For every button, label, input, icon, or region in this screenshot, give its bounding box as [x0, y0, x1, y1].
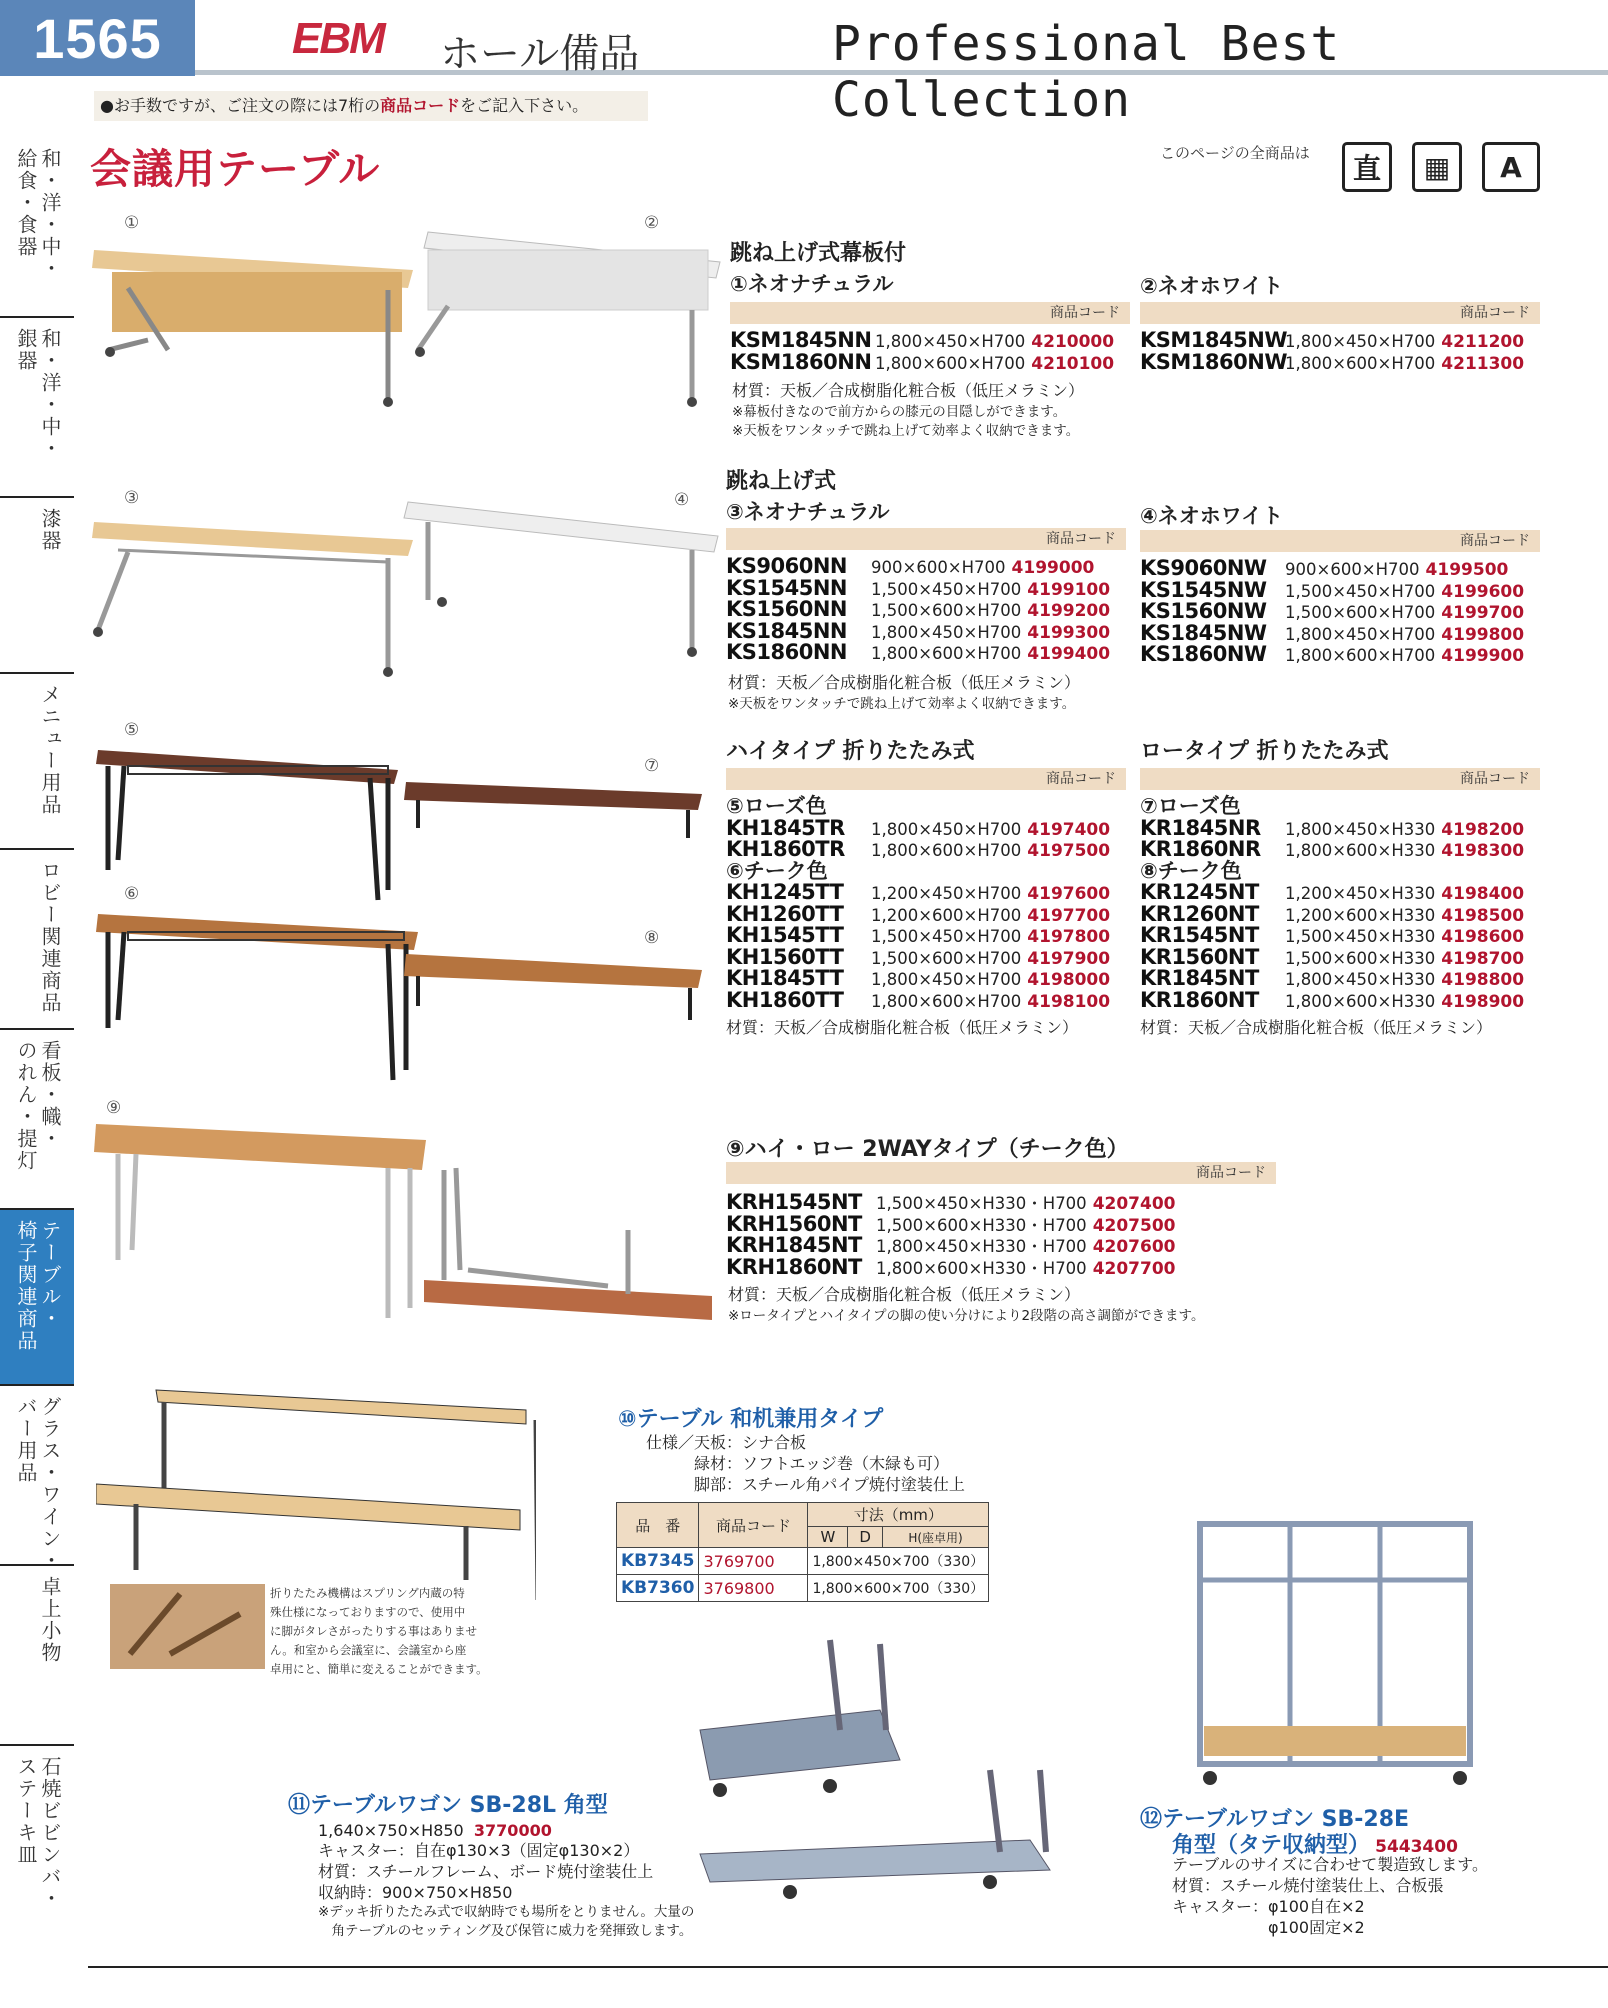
model-number: KRH1860NT — [726, 1254, 862, 1279]
section-2-right-name: ④ネオホワイト — [1140, 504, 1284, 528]
model-number: KR1560NT — [1140, 944, 1259, 969]
dimensions: 1,500×600×H700 — [1285, 603, 1436, 622]
section-12-subtitle: 角型（タテ収納型） — [1172, 1833, 1371, 1858]
dimensions: 1,800×450×H330 — [1285, 970, 1436, 989]
dimensions: 1,800×600×700（330） — [808, 1575, 989, 1602]
material-text: 材質：天板／合成樹脂化粧合板（低圧メラミン） — [728, 1285, 1081, 1304]
image-label-1: ① — [124, 213, 140, 233]
image-label-6: ⑥ — [124, 884, 140, 904]
dimensions: 1,800×450×H700 — [871, 970, 1022, 989]
product-row — [726, 1192, 1176, 1214]
bottom-rule — [88, 1966, 1608, 1968]
model-number: KR1860NR — [1140, 837, 1261, 861]
model-number: KS1860NW — [1140, 642, 1267, 666]
section-11-spec: キャスター：自在φ130×3（固定φ130×2） 材質：スチールフレーム、ボード焼付塗装仕上 収納時：900×750×H850 — [318, 1841, 654, 1902]
product-row — [726, 944, 1111, 969]
section-10-title: ⑩テーブル 和机兼用タイプ — [618, 1407, 884, 1432]
product-code: 4207700 — [1092, 1258, 1176, 1279]
dimensions: 900×600×H700 — [1285, 560, 1420, 579]
dimensions: 1,800×450×H330 — [1285, 819, 1436, 839]
product-code: 4197400 — [1027, 819, 1111, 840]
dimensions: 1,800×600×H700 — [871, 644, 1022, 663]
dimensions: 1,800×600×H700 — [871, 991, 1022, 1011]
model-number: KSM1845NN — [730, 328, 872, 352]
note-text: ※天板をワンタッチで跳ね上げて効率よく収納できます。 — [728, 696, 1076, 712]
page-number: 1565 — [0, 0, 195, 76]
side-tab-lacquerware[interactable] — [0, 498, 74, 674]
dimensions: 1,500×600×H330・H700 — [876, 1215, 1087, 1235]
dimensions: 1,800×600×H330 — [1285, 841, 1436, 860]
table-8-image — [404, 954, 702, 1020]
product-code: 4199600 — [1441, 581, 1525, 602]
product-code: 4210100 — [1031, 353, 1115, 374]
model-number: KSM1845NW — [1140, 328, 1287, 352]
section-3-left-list — [726, 796, 1110, 1038]
section-2-left-name: ③ネオナチュラル — [726, 500, 890, 524]
product-code: 4211200 — [1441, 332, 1525, 352]
product-code: 4197600 — [1027, 884, 1111, 904]
model-number: KH1545TT — [726, 923, 844, 947]
model-number: KH1245TT — [726, 880, 844, 904]
side-tab-label: ロビー関連商品 — [38, 860, 62, 1014]
model-number: KRH1545NT — [726, 1190, 862, 1214]
model-number: KS1545NW — [1140, 577, 1267, 602]
color-heading: ⑦ローズ色 — [1140, 794, 1241, 818]
table-wagon-11-image — [690, 1620, 1070, 1910]
model-number: KR1860NT — [1140, 987, 1259, 1012]
product-row — [1140, 839, 1524, 861]
product-code: 4199400 — [1027, 644, 1111, 664]
product-code: 4207400 — [1092, 1194, 1176, 1214]
dimensions: 1,500×450×H700 — [871, 579, 1022, 599]
dimensions: 1,800×600×H700 — [1285, 353, 1436, 373]
product-code: 4199200 — [1027, 601, 1111, 621]
dimensions: 1,200×600×H330 — [1285, 905, 1436, 925]
dimensions: 1,800×450×H330・H700 — [876, 1237, 1087, 1256]
section-2-title: 跳ね上げ式 — [726, 469, 837, 494]
model-number: KR1845NT — [1140, 966, 1259, 990]
product-row — [726, 925, 1110, 947]
model-number: KB7345 — [617, 1548, 699, 1575]
product-row — [1140, 882, 1524, 904]
header-code: 商品コード — [699, 1503, 808, 1548]
dimensions: 1,500×600×H700 — [871, 601, 1022, 620]
model-number: KSM1860NN — [730, 349, 872, 374]
table-5-image — [96, 750, 398, 900]
direct-delivery-icon: 直 — [1342, 142, 1392, 192]
image-label-7: ⑦ — [644, 756, 660, 776]
side-tab-tabletop[interactable] — [0, 1566, 74, 1746]
section-2-left-list — [726, 556, 1110, 664]
section-12-title: ⑫テーブルワゴン SB-28E — [1140, 1807, 1410, 1832]
dimensions: 1,200×450×H330 — [1285, 884, 1436, 903]
header-size: 寸法（mm） — [808, 1503, 989, 1527]
model-number: KH1845TT — [726, 966, 844, 990]
product-code: 4199900 — [1441, 646, 1525, 666]
model-number: KS1560NN — [726, 597, 847, 621]
section-1-left-name: ①ネオナチュラル — [730, 272, 894, 296]
dimensions: 1,800×600×H330 — [1285, 991, 1436, 1011]
table-2-image — [415, 232, 720, 407]
product-code: 4211300 — [1441, 353, 1525, 374]
product-row — [1140, 558, 1524, 580]
product-row — [1140, 601, 1524, 623]
image-label-5: ⑤ — [124, 720, 140, 740]
image-label-8: ⑧ — [644, 928, 660, 948]
section-12-spec: テーブルのサイズに合わせて製造致します。 材質：スチール焼付塗装仕上、合板張 キャスター：φ100自在×2 φ100固定×2 — [1172, 1855, 1489, 1937]
product-row — [1140, 644, 1524, 666]
product-row — [726, 642, 1110, 664]
product-code: 4198000 — [1027, 970, 1111, 990]
product-row — [726, 556, 1110, 578]
color-heading: ⑥チーク色 — [726, 858, 828, 883]
wagon-size: 1,640×750×H850 — [318, 1821, 464, 1840]
section-11-title: ⑪テーブルワゴン SB-28L 角型 — [288, 1793, 608, 1818]
dimensions: 1,800×450×H700 — [875, 332, 1026, 351]
product-row — [730, 330, 1114, 352]
product-code: 3769700 — [699, 1548, 808, 1575]
dimensions: 1,800×600×H700 — [875, 353, 1026, 373]
dimensions: 1,500×600×H330 — [1285, 948, 1436, 968]
product-code: 5443400 — [1375, 1837, 1458, 1857]
model-number: KRH1845NT — [726, 1233, 862, 1257]
code-header-bar: 商品コード — [726, 528, 1126, 550]
side-tab-label: メニュー用品 — [38, 684, 62, 816]
model-number: KB7360 — [617, 1575, 699, 1602]
side-tab-glass[interactable] — [0, 1386, 74, 1572]
page-title: 会議用テーブル — [90, 145, 381, 193]
product-row — [1140, 330, 1524, 352]
product-row — [726, 575, 1111, 600]
product-illustrations — [88, 210, 728, 1330]
model-number: KS9060NN — [726, 554, 847, 578]
product-row — [1140, 901, 1525, 926]
product-code: 4197800 — [1027, 927, 1111, 947]
product-code: 4198300 — [1441, 841, 1525, 861]
dimensions: 1,500×600×H700 — [871, 948, 1022, 968]
model-number: KR1245NT — [1140, 880, 1259, 904]
truck-a-icon: A — [1482, 142, 1540, 192]
section-3-right-title: ロータイプ 折りたたみ式 — [1140, 739, 1389, 764]
section-3-left-title: ハイタイプ 折りたたみ式 — [726, 739, 975, 764]
product-row — [1140, 968, 1524, 990]
side-tab-label: 卓上小物 — [38, 1576, 62, 1664]
table-row — [617, 1575, 989, 1602]
notice-text-2: をご記入下さい。 — [460, 96, 589, 115]
model-number: KRH1560NT — [726, 1211, 862, 1236]
model-number: KS1560NW — [1140, 599, 1267, 623]
table-4-image — [404, 502, 718, 657]
product-row — [1140, 815, 1525, 840]
image-label-4: ④ — [674, 490, 690, 510]
material-text: 材質：天板／合成樹脂化粧合板（低圧メラミン） — [728, 673, 1081, 692]
section-3-right-list — [1140, 796, 1524, 1038]
dimensions: 1,800×600×H700 — [871, 841, 1022, 860]
model-number: KR1545NT — [1140, 923, 1259, 947]
product-code: 4198100 — [1027, 991, 1111, 1012]
table-10-photo-note: 折りたたみ機構はスプリング内蔵の特 殊仕様になっておりますので、使用中 に脚がタレさがったりする事はありませ ん。和室から会議室に、会議室から座 卓用にと、簡単に変えることができます。 — [270, 1586, 488, 1676]
model-number: KH1560TT — [726, 944, 844, 969]
section-10-spec: 仕様／天板：シナ合板 緑材：ソフトエッジ巻（木緑も可） 脚部：スチール角パイプ焼付塗装仕上 — [646, 1433, 965, 1494]
product-code: 4197700 — [1027, 905, 1111, 926]
dimensions: 1,800×450×H700 — [1285, 624, 1436, 644]
product-row — [726, 618, 1111, 643]
product-row — [726, 815, 1111, 840]
product-row — [726, 599, 1110, 621]
product-row — [726, 1211, 1176, 1236]
product-code: 4199000 — [1011, 558, 1095, 578]
dimensions: 1,800×450×700（330） — [808, 1548, 989, 1575]
material-text: 材質：天板／合成樹脂化粧合板（低圧メラミン） — [726, 1018, 1079, 1037]
model-number: KH1860TT — [726, 987, 844, 1012]
product-row — [1140, 987, 1525, 1012]
model-number: KR1845NR — [1140, 815, 1261, 840]
header-w: W — [808, 1527, 848, 1548]
section-1-title: 跳ね上げ式幕板付 — [730, 241, 907, 266]
series-title: Professional Best Collection — [832, 16, 1341, 128]
side-tab-label: テーブル・ 椅子関連商品 — [14, 1220, 62, 1352]
product-row — [1140, 944, 1525, 969]
product-code: 4199500 — [1425, 560, 1509, 580]
table-1-image — [92, 250, 413, 407]
product-code: 4207600 — [1092, 1237, 1176, 1257]
product-code: 4197500 — [1027, 841, 1111, 861]
dimensions: 1,800×600×H330・H700 — [876, 1258, 1087, 1278]
product-code: 4198400 — [1441, 884, 1525, 904]
section-1-right-name: ②ネオホワイト — [1140, 274, 1284, 298]
side-tab-tableware[interactable] — [0, 138, 74, 318]
color-heading: ⑤ローズ色 — [726, 794, 827, 818]
section-4-title: ⑨ハイ・ロー 2WAYタイプ（チーク色） — [726, 1137, 1129, 1162]
code-header-bar: 商品コード — [1140, 302, 1540, 324]
dimensions: 1,500×450×H330・H700 — [876, 1194, 1087, 1213]
material-text: 材質：天板／合成樹脂化粧合板（低圧メラミン） — [1140, 1018, 1493, 1037]
building-icon: ▦ — [1412, 142, 1462, 192]
side-tab-stone-plates[interactable] — [0, 1746, 74, 1926]
product-code: 4197900 — [1027, 948, 1111, 969]
table-wagon-12-image — [1190, 1500, 1490, 1800]
product-row — [726, 1254, 1176, 1279]
model-number: KH1845TR — [726, 815, 845, 840]
code-header-bar: 商品コード — [730, 302, 1130, 324]
side-tab-label: グラス・ワイン・ バー用品 — [14, 1396, 62, 1572]
model-number: KS1860NN — [726, 640, 847, 664]
product-row — [726, 901, 1111, 926]
header-d: D — [848, 1527, 882, 1548]
product-code: 4199300 — [1027, 622, 1111, 643]
color-heading: ⑧チーク色 — [1140, 858, 1242, 883]
product-row — [726, 968, 1110, 990]
section-11-note: ※デッキ折りたたみ式で収納時でも場所をとりません。大量の 角テーブルのセッティング及び保管に威力を発揮致します。 — [318, 1904, 695, 1939]
dimensions: 1,500×450×H700 — [871, 927, 1022, 946]
table-9-image — [94, 1124, 712, 1320]
side-tab-lobby[interactable] — [0, 850, 74, 1030]
notice-text-bold: 商品コード — [380, 96, 461, 115]
section-1-left-list — [730, 330, 1114, 373]
brand-logo: EBM — [292, 14, 384, 63]
note-text: ※天板をワンタッチで跳ね上げて効率よく収納できます。 — [732, 423, 1080, 439]
note-text: ※幕板付きなので前方からの膝元の目隠しができます。 — [732, 404, 1067, 420]
dimensions: 1,800×450×H700 — [871, 622, 1022, 642]
model-number: KSM1860NW — [1140, 349, 1287, 374]
product-code: 4198700 — [1441, 948, 1525, 969]
material-text: 材質：天板／合成樹脂化粧合板（低圧メラミン） — [732, 381, 1085, 400]
image-label-2: ② — [644, 213, 660, 233]
table-row — [617, 1548, 989, 1575]
table-10-detail-photo — [110, 1584, 265, 1669]
model-number: KS1545NN — [726, 575, 847, 600]
product-row — [730, 349, 1115, 374]
order-notice — [94, 91, 648, 121]
section-4-list — [726, 1192, 1176, 1278]
product-code: 4198900 — [1441, 991, 1525, 1012]
model-number: KH1860TR — [726, 837, 845, 861]
code-header-bar: 商品コード — [726, 768, 1126, 790]
product-row — [1140, 577, 1525, 602]
side-tab-menu[interactable] — [0, 674, 74, 850]
product-code: 4198200 — [1441, 819, 1525, 840]
side-tab-tables[interactable] — [0, 1210, 74, 1386]
model-number: KH1260TT — [726, 901, 844, 926]
dimensions: 1,200×600×H700 — [871, 905, 1022, 925]
side-tab-label: 看板・幟・ のれん・提灯 — [14, 1040, 62, 1172]
product-row — [1140, 620, 1525, 645]
category-title: ホール備品 — [440, 31, 640, 77]
model-number: KS9060NW — [1140, 556, 1267, 580]
side-tab-label: 石焼ビビンバ・ ステーキ皿 — [14, 1756, 62, 1910]
section-11-size-line — [318, 1820, 552, 1841]
section-1-right-list — [1140, 330, 1524, 373]
product-row — [1140, 349, 1525, 374]
dimensions: 1,500×450×H330 — [1285, 927, 1436, 946]
model-number: KR1260NT — [1140, 901, 1259, 926]
code-header-bar: 商品コード — [726, 1162, 1276, 1184]
side-tab-label: 和・洋・中・ 銀器 — [14, 328, 62, 460]
product-code: 4198500 — [1441, 905, 1525, 926]
product-row — [726, 987, 1111, 1012]
table-7-image — [404, 782, 702, 838]
header-h: H(座卓用) — [882, 1527, 988, 1548]
product-code: 3770000 — [473, 1821, 552, 1840]
product-code: 4199800 — [1441, 624, 1525, 645]
product-code: 4199100 — [1027, 579, 1111, 600]
dimensions: 1,500×450×H700 — [1285, 581, 1436, 601]
dimensions: 1,800×450×H700 — [871, 819, 1022, 839]
code-header-bar: 商品コード — [1140, 530, 1540, 552]
table-6-image — [96, 914, 418, 1080]
all-items-label: このページの全商品は — [1160, 144, 1310, 162]
image-label-9: ⑨ — [106, 1098, 122, 1118]
product-code: 4210000 — [1031, 332, 1115, 352]
side-tab-signboard[interactable] — [0, 1030, 74, 1210]
code-header-bar: 商品コード — [1140, 768, 1540, 790]
image-label-3: ③ — [124, 488, 140, 508]
product-code: 4198800 — [1441, 970, 1525, 990]
dimensions: 900×600×H700 — [871, 558, 1006, 577]
table-3-image — [92, 522, 413, 677]
side-tab-label: 和・洋・中・ 給食・食器 — [14, 148, 62, 280]
section-10-table — [616, 1502, 989, 1602]
model-number: KS1845NW — [1140, 620, 1267, 645]
product-row — [726, 882, 1110, 904]
model-number: KS1845NN — [726, 618, 847, 643]
product-code: 4199700 — [1441, 603, 1525, 623]
product-code: 4207500 — [1092, 1215, 1176, 1236]
product-row — [726, 839, 1110, 861]
product-row — [1140, 925, 1524, 947]
dimensions: 1,200×450×H700 — [871, 884, 1022, 903]
dimensions: 1,800×450×H700 — [1285, 332, 1436, 351]
notice-text-1: ●お手数ですが、ご注文の際には7桁の — [100, 96, 381, 115]
header-hinban: 品 番 — [617, 1503, 699, 1548]
note-text: ※ロータイプとハイタイプの脚の使い分けにより2段階の高さ調節ができます。 — [728, 1308, 1205, 1324]
section-2-right-list — [1140, 558, 1524, 666]
dimensions: 1,800×600×H700 — [1285, 646, 1436, 665]
side-tab-label: 漆器 — [38, 508, 62, 552]
product-code: 4198600 — [1441, 927, 1525, 947]
side-tab-silverware[interactable] — [0, 318, 74, 498]
product-code: 3769800 — [699, 1575, 808, 1602]
product-row — [726, 1235, 1176, 1257]
